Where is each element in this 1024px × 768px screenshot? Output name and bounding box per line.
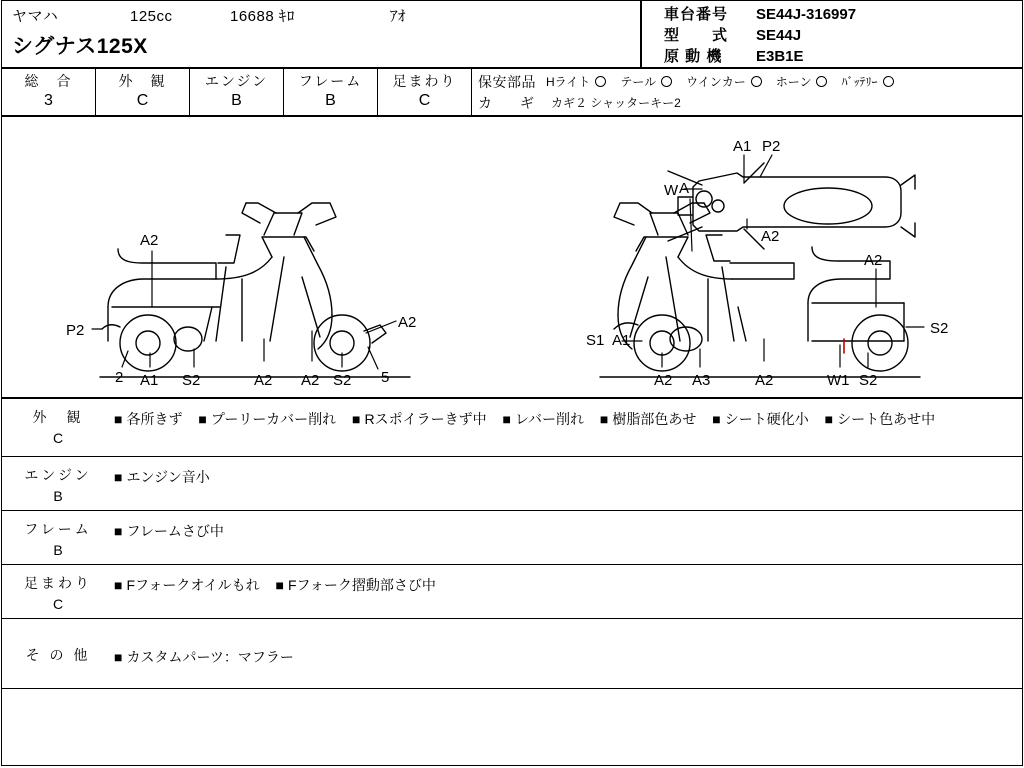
- grade-frame-label: フレーム: [298, 73, 363, 89]
- condition-item: ■ Fフォーク摺動部さび中: [275, 577, 436, 593]
- header-identity-info: [642, 1, 1022, 67]
- label-right-a2-top: A2: [864, 252, 883, 269]
- condition-items-suspension: [114, 565, 1022, 618]
- equipment-battery: [841, 73, 893, 90]
- engine-value: E3B1E: [756, 48, 804, 65]
- condition-row-engine: [2, 457, 1022, 511]
- label-left-a2-mid: A2: [254, 372, 273, 389]
- label-right-a: A: [679, 180, 690, 197]
- engine-row: [664, 46, 1022, 67]
- grade-band: [2, 69, 1022, 117]
- condition-name-engine: エンジン: [24, 467, 92, 483]
- condition-row-suspension: [2, 565, 1022, 619]
- condition-label-engine: [2, 457, 114, 510]
- label-right-a2-a: A2: [654, 372, 673, 389]
- equipment-horn: [776, 73, 828, 90]
- condition-row-blank: [2, 689, 1022, 747]
- vin-row: [664, 4, 1022, 25]
- equipment-winker: [686, 73, 762, 90]
- label-left-a1: A1: [140, 372, 159, 389]
- condition-item: ■ Fフォークオイルもれ: [114, 577, 260, 593]
- label-left-a2-right: A2: [398, 314, 417, 331]
- color: ｱｵ: [390, 8, 407, 25]
- equipment-battery-label: ﾊﾞｯﾃﾘｰ: [841, 75, 878, 89]
- header-vehicle-info: [2, 1, 642, 67]
- grade-suspension-label: 足まわり: [392, 73, 457, 89]
- grade-engine-label: エンジン: [204, 73, 269, 89]
- diagram-svg: [2, 117, 1022, 397]
- type-value: SE44J: [756, 27, 802, 44]
- label-right-w1: W1: [827, 372, 850, 389]
- label-top-a1: A1: [733, 138, 752, 155]
- condition-item: ■ エンジン音小: [114, 469, 210, 485]
- grade-total-label: 総 合: [24, 73, 73, 89]
- equipment-taillight: [620, 73, 672, 90]
- label-left-p2: P2: [66, 322, 85, 339]
- condition-name-suspension: 足まわり: [24, 575, 92, 591]
- condition-item: ■ プーリーカバー削れ: [198, 411, 337, 427]
- top-view-leaders: [684, 155, 772, 229]
- label-top-p2: P2: [762, 138, 781, 155]
- condition-items-other: [114, 619, 1022, 688]
- label-right-s2-a: S2: [859, 372, 878, 389]
- key-value: カギ２ シャッターキー2: [551, 96, 681, 110]
- damage-diagram: [2, 117, 1022, 399]
- maker-name: ヤマハ: [12, 8, 59, 25]
- label-top-w: W: [664, 182, 679, 199]
- condition-grade-engine: B: [53, 488, 63, 504]
- grade-suspension-value: C: [418, 92, 431, 109]
- condition-name-exterior: 外 観: [32, 409, 84, 425]
- key-label: カ ギ: [478, 94, 541, 111]
- grade-total-value: 3: [44, 92, 53, 109]
- circle-ok-icon: [751, 76, 762, 87]
- condition-label-exterior: [2, 399, 114, 456]
- grade-suspension: [378, 69, 472, 115]
- equipment-winker-label: ウインカー: [686, 75, 746, 89]
- condition-items-exterior: [114, 399, 1022, 456]
- left-side-view: [100, 203, 410, 377]
- condition-label-frame: [2, 511, 114, 564]
- condition-grade-exterior: C: [52, 430, 64, 446]
- inspection-sheet: [1, 0, 1023, 766]
- grade-total: [2, 69, 96, 115]
- label-left-a2-rear: A2: [301, 372, 320, 389]
- label-left-2: 2: [115, 369, 124, 386]
- circle-ok-icon: [661, 76, 672, 87]
- condition-item: ■ カスタムパーツ：マフラー: [114, 649, 294, 665]
- equipment-headlight: [546, 73, 606, 90]
- condition-name-frame: フレーム: [24, 521, 92, 537]
- condition-grade-frame: B: [53, 542, 63, 558]
- condition-item: ■ レバー削れ: [502, 411, 585, 427]
- condition-item: ■ フレームさび中: [114, 523, 224, 539]
- equipment-horn-label: ホーン: [775, 75, 812, 89]
- label-top-a2: A2: [761, 228, 780, 245]
- model-name: シグナス125X: [12, 35, 148, 58]
- right-side-leaders: [622, 199, 924, 367]
- grade-engine: [190, 69, 284, 115]
- condition-item: ■ 樹脂部色あせ: [599, 411, 697, 427]
- condition-row-frame: [2, 511, 1022, 565]
- header: [2, 1, 1022, 69]
- engine-label: 原 動 機: [664, 48, 723, 65]
- grade-exterior-value: C: [136, 92, 149, 109]
- type-label: 型 式: [664, 27, 729, 44]
- condition-item: ■ シート色あせ中: [824, 411, 936, 427]
- vin-value: SE44J-316997: [756, 6, 857, 23]
- label-left-s2-a: S2: [182, 372, 201, 389]
- condition-row-other: [2, 619, 1022, 689]
- grade-frame: [284, 69, 378, 115]
- label-right-s2-b: S2: [930, 320, 949, 337]
- label-left-a2-top: A2: [140, 232, 159, 249]
- circle-ok-icon: [816, 76, 827, 87]
- condition-items-frame: [114, 511, 1022, 564]
- grade-frame-value: B: [325, 92, 336, 109]
- equipment-row: [478, 71, 1022, 92]
- condition-item: ■ 各所きず: [114, 411, 183, 427]
- grade-exterior-label: 外 観: [118, 73, 167, 89]
- label-right-a1: A1: [612, 332, 631, 349]
- grade-exterior: [96, 69, 190, 115]
- condition-grade-suspension: C: [52, 596, 64, 612]
- equipment-headlight-label: Hライト: [546, 75, 591, 89]
- condition-item: ■ Rスポイラーきず中: [352, 411, 487, 427]
- condition-name-other: そ の 他: [25, 647, 91, 663]
- condition-row-exterior: [2, 399, 1022, 457]
- circle-ok-icon: [595, 76, 606, 87]
- circle-ok-icon: [883, 76, 894, 87]
- type-row: [664, 25, 1022, 46]
- label-left-5: 5: [381, 369, 390, 386]
- right-side-view: [600, 203, 920, 377]
- label-left-s2-b: S2: [333, 372, 352, 389]
- condition-label-other: [2, 619, 114, 688]
- displacement: 125cc: [130, 8, 173, 25]
- key-row: [478, 92, 1022, 113]
- label-right-a2-b: A2: [755, 372, 774, 389]
- vin-label: 車台番号: [664, 6, 729, 23]
- condition-item: ■ シート硬化小: [712, 411, 809, 427]
- condition-items-engine: [114, 457, 1022, 510]
- equipment-block: [472, 69, 1022, 115]
- label-right-s1: S1: [586, 332, 605, 349]
- equipment-title: 保安部品: [478, 73, 536, 90]
- mileage: 16688 ｷﾛ: [230, 8, 295, 25]
- condition-label-suspension: [2, 565, 114, 618]
- grade-engine-value: B: [231, 92, 242, 109]
- label-right-a3: A3: [692, 372, 711, 389]
- equipment-taillight-label: テール: [620, 75, 657, 89]
